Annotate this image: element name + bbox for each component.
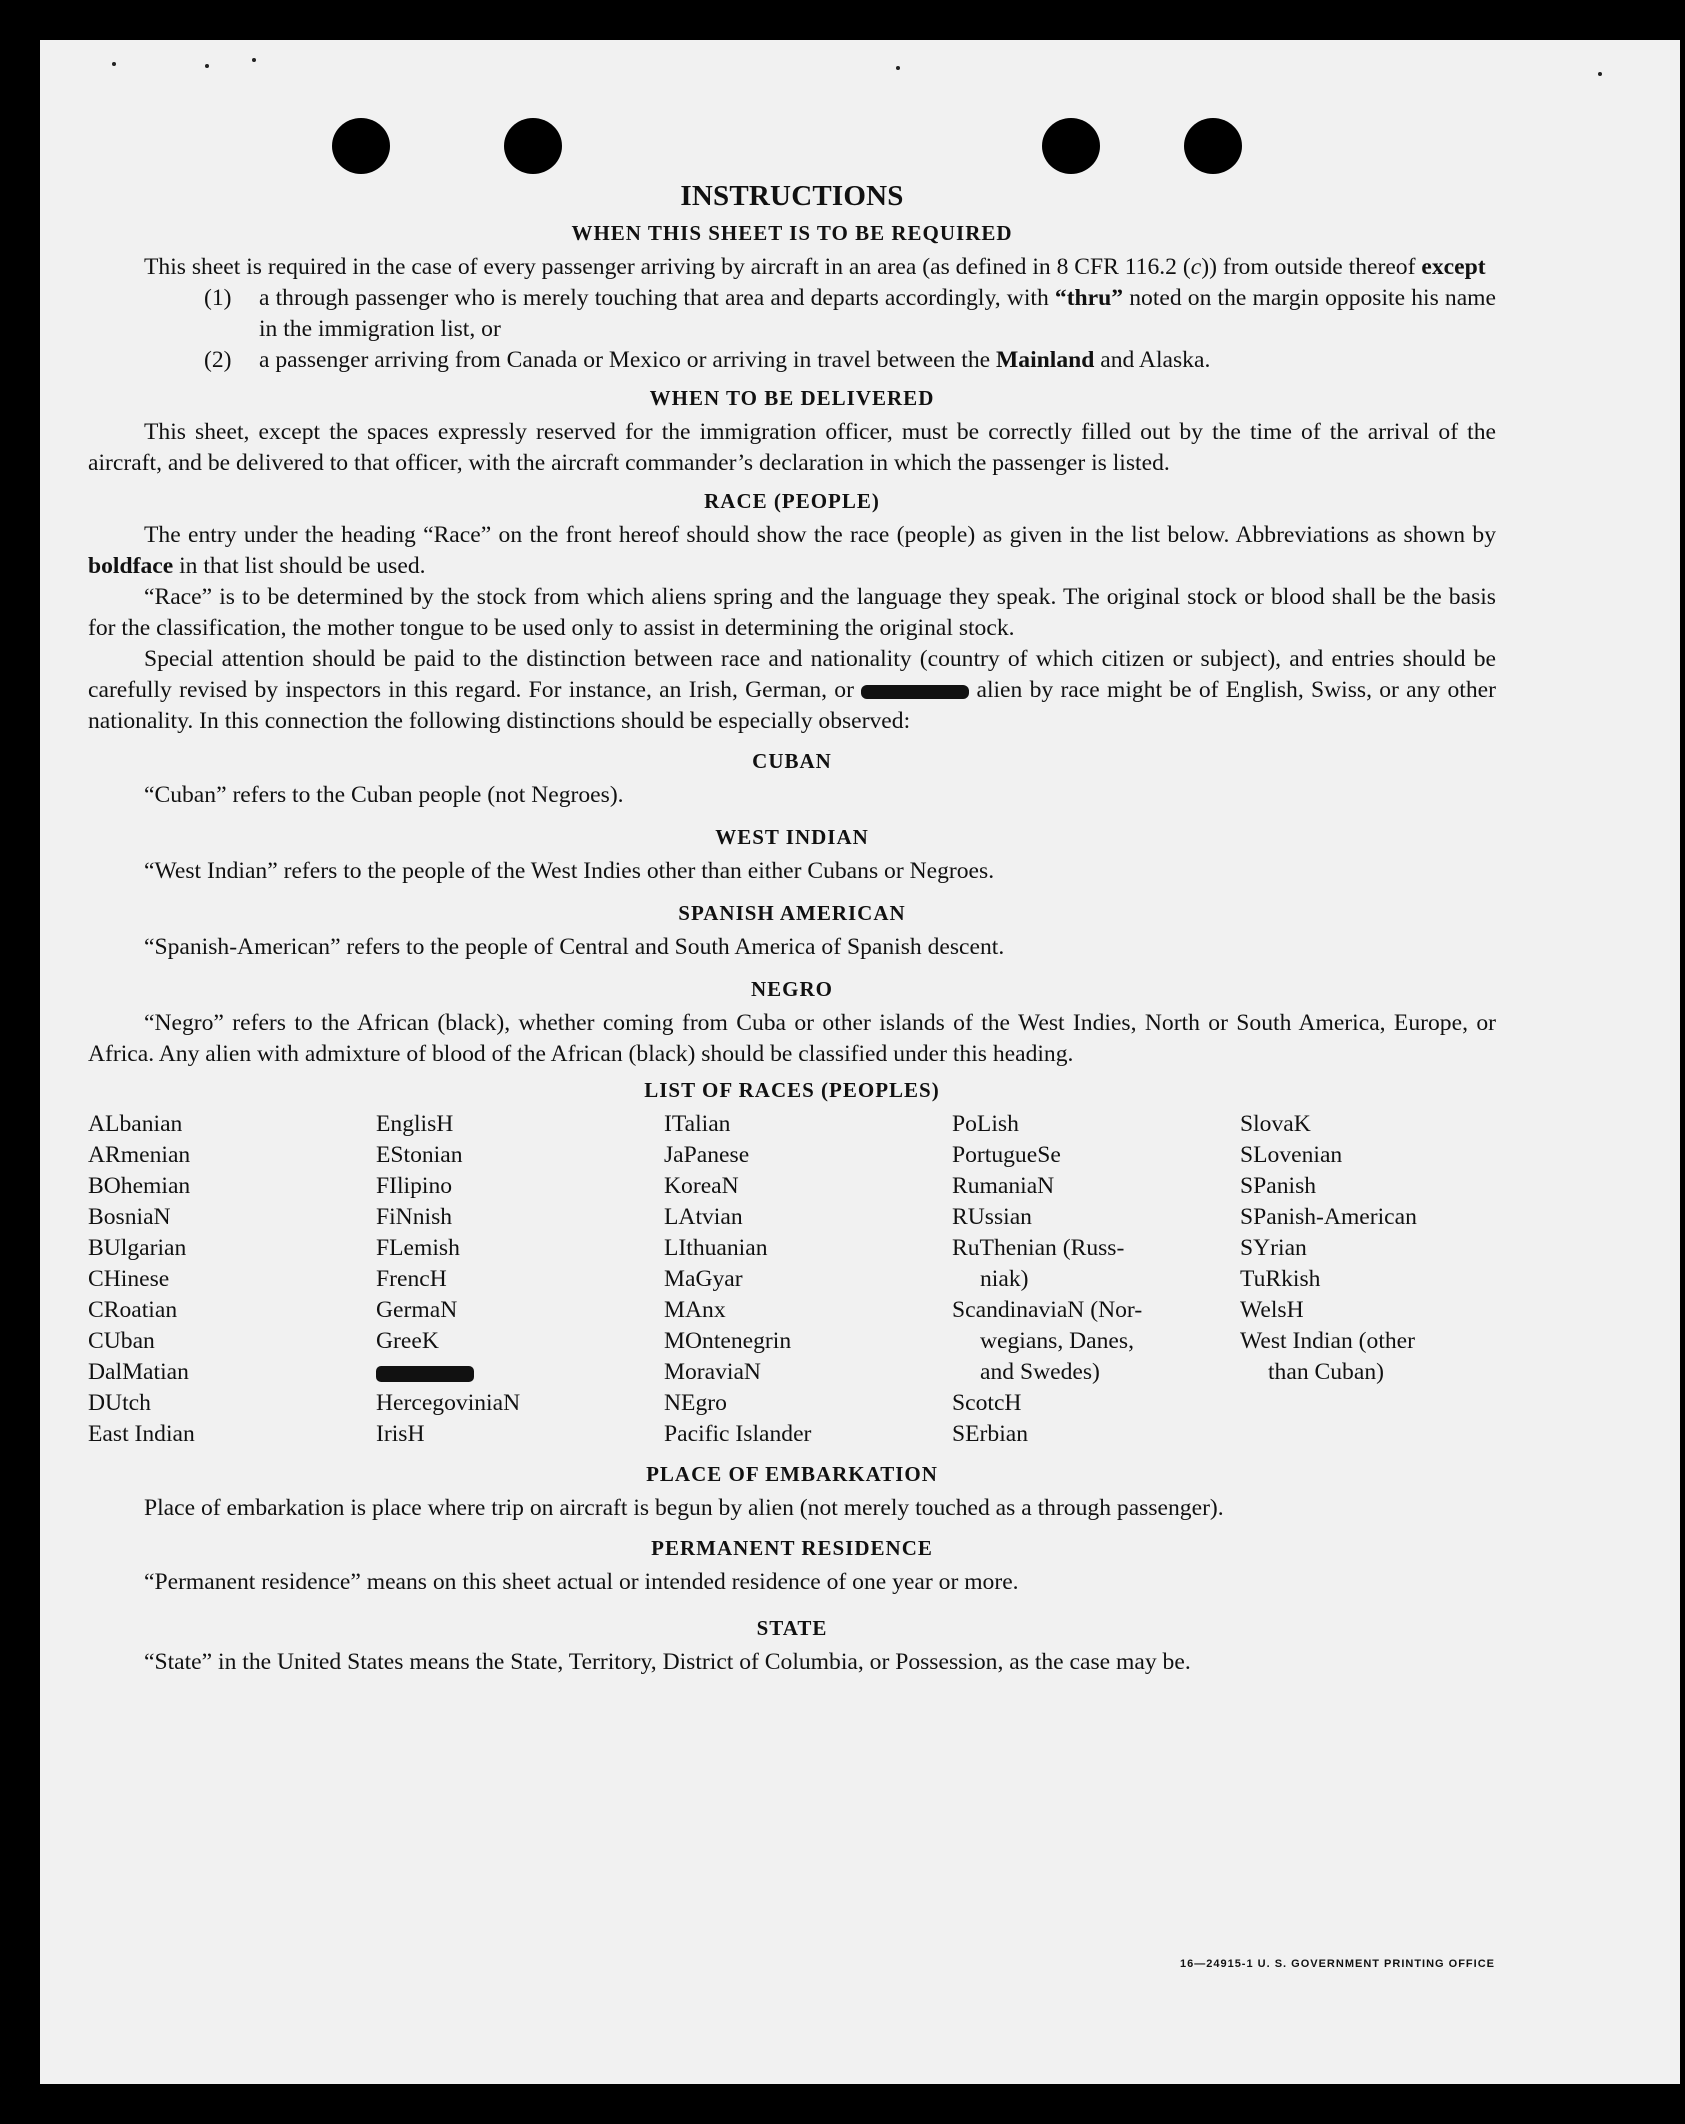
cuban-text: “Cuban” refers to the Cuban people (not Negroes). <box>144 782 624 808</box>
race-item: DUtch <box>88 1390 151 1416</box>
section-heading: PERMANENT RESIDENCE <box>651 1536 933 1560</box>
instructions-body <box>88 180 1496 1678</box>
race-item: PortugueSe <box>952 1142 1061 1168</box>
page-title: INSTRUCTIONS <box>680 180 904 212</box>
race-para-2: “Race” is to be determined by the stock from which aliens spring and the language they speak. The original stock or blood shall be the basis for the classification, the mother tongue to be used only to assist in determining the original stock. <box>88 584 1496 641</box>
section-heading: WEST INDIAN <box>715 825 869 849</box>
race-item: SPanish <box>1240 1173 1317 1199</box>
race-item: DalMatian <box>88 1359 189 1385</box>
race-column <box>664 1109 952 1450</box>
required-intro: This sheet is required in the case of every passenger arriving by aircraft in an area (as defined in 8 CFR 116.2 (c)) from outside thereof except <box>144 254 1486 280</box>
race-item: BUlgarian <box>88 1235 187 1261</box>
west-indian-text: “West Indian” refers to the people of the West Indies other than either Cubans or Negroes. <box>144 858 995 884</box>
negro-text: “Negro” refers to the African (black), whether coming from Cuba or other islands of the West Indies, North or South America, Europe, or Africa. Any alien with admixture of blood of the African (black) should be classified under this heading. <box>88 1010 1496 1067</box>
speck <box>112 62 116 66</box>
race-item: SYrian <box>1240 1235 1307 1261</box>
speck <box>252 58 256 62</box>
race-item: SErbian <box>952 1421 1029 1447</box>
race-item: ITalian <box>664 1111 731 1137</box>
race-column <box>88 1109 376 1450</box>
redaction-mark <box>861 685 969 699</box>
section-heading: WHEN THIS SHEET IS TO BE REQUIRED <box>571 221 1013 245</box>
section-heading: NEGRO <box>750 977 833 1001</box>
race-item: GreeK <box>376 1328 439 1354</box>
race-item: BosniaN <box>88 1204 171 1230</box>
race-item: MaGyar <box>664 1266 743 1292</box>
race-item: SlovaK <box>1240 1111 1311 1137</box>
embarkation-text: Place of embarkation is place where trip on aircraft is begun by alien (not merely touched as a through passenger). <box>144 1495 1224 1521</box>
race-item: PoLish <box>952 1111 1019 1137</box>
race-item: than Cuban) <box>1268 1359 1384 1385</box>
speck <box>896 66 900 70</box>
race-item: East Indian <box>88 1421 195 1447</box>
race-list <box>88 1109 1496 1450</box>
race-item: wegians, Danes, <box>980 1328 1134 1354</box>
race-item: RUssian <box>952 1204 1032 1230</box>
race-item: ARmenian <box>88 1142 191 1168</box>
speck <box>1598 72 1602 76</box>
race-item: MAnx <box>664 1297 726 1323</box>
section-heading: CUBAN <box>752 749 832 773</box>
race-item: ScandinaviaN (Nor- <box>952 1297 1143 1323</box>
punch-hole <box>1042 118 1100 174</box>
race-item: HercegoviniaN <box>376 1390 521 1416</box>
race-item: RumaniaN <box>952 1173 1055 1199</box>
race-item: CUban <box>88 1328 155 1354</box>
race-column <box>376 1109 664 1450</box>
punch-hole <box>332 118 390 174</box>
race-item: WelsH <box>1240 1297 1304 1323</box>
race-item: FLemish <box>376 1235 460 1261</box>
exception-item-2: (2) a passenger arriving from Canada or Mexico or arriving in travel between the Mainland and Alaska. <box>204 347 1211 373</box>
spanish-american-text: “Spanish-American” refers to the people of Central and South America of Spanish descent. <box>144 934 1005 960</box>
race-item: and Swedes) <box>980 1359 1100 1385</box>
race-para-3: Special attention should be paid to the distinction between race and nationality (country of which citizen or subject), and entries should be carefully revised by inspectors in this regard. For instance, an Irish, German, or alien by race might be of English, Swiss, or any other nationality. In this connection the following distinctions should be especially observed: <box>88 646 1496 734</box>
state-text: “State” in the United States means the State, Territory, District of Columbia, or Possession, as the case may be. <box>144 1649 1191 1675</box>
race-item: FIlipino <box>376 1173 453 1199</box>
printing-office-footer: 16—24915-1 U. S. GOVERNMENT PRINTING OFFICE <box>1179 1958 1495 1970</box>
race-item: niak) <box>980 1266 1029 1292</box>
race-item: SLovenian <box>1240 1142 1343 1168</box>
race-item: MoraviaN <box>664 1359 761 1385</box>
race-item: LIthuanian <box>664 1235 768 1261</box>
exception-item-1: (1) a through passenger who is merely touching that area and departs accordingly, with “thru” noted on the margin opposite his name in the immigration list, or <box>204 285 1496 342</box>
race-item: MOntenegrin <box>664 1328 792 1354</box>
race-column <box>1240 1109 1417 1450</box>
race-item: EnglisH <box>376 1111 454 1137</box>
race-item: West Indian (other <box>1240 1328 1415 1354</box>
race-item: ALbanian <box>88 1111 183 1137</box>
race-item: FrencH <box>376 1266 447 1292</box>
race-column <box>952 1109 1240 1450</box>
section-heading: SPANISH AMERICAN <box>678 901 906 925</box>
race-item: CRoatian <box>88 1297 178 1323</box>
race-item: FiNnish <box>376 1204 453 1230</box>
race-item: Pacific Islander <box>664 1421 812 1447</box>
race-item: GermaN <box>376 1297 458 1323</box>
section-heading: WHEN TO BE DELIVERED <box>649 386 935 410</box>
punch-hole <box>1184 118 1242 174</box>
punch-hole <box>504 118 562 174</box>
race-item: EStonian <box>376 1142 463 1168</box>
race-item: ScotcH <box>952 1390 1022 1416</box>
race-item: JaPanese <box>664 1142 750 1168</box>
race-item: TuRkish <box>1240 1266 1321 1292</box>
section-heading: STATE <box>756 1616 828 1640</box>
race-item: RuThenian (Russ- <box>952 1235 1125 1261</box>
race-item: BOhemian <box>88 1173 191 1199</box>
race-item: KoreaN <box>664 1173 739 1199</box>
race-item: LAtvian <box>664 1204 743 1230</box>
redacted-race-item <box>376 1357 664 1388</box>
race-item: SPanish-American <box>1240 1204 1417 1230</box>
section-heading: RACE (PEOPLE) <box>704 489 880 513</box>
race-item: IrisH <box>376 1421 425 1447</box>
race-item: CHinese <box>88 1266 170 1292</box>
speck <box>205 64 209 68</box>
race-item: NEgro <box>664 1390 727 1416</box>
race-para-1: The entry under the heading “Race” on the front hereof should show the race (people) as given in the list below. Abbreviations as shown by boldface in that list should be used. <box>88 522 1496 579</box>
residence-text: “Permanent residence” means on this sheet actual or intended residence of one year or more. <box>144 1569 1019 1595</box>
section-heading: PLACE OF EMBARKATION <box>646 1462 938 1486</box>
delivery-text: This sheet, except the spaces expressly reserved for the immigration officer, must be correctly filled out by the time of the arrival of the aircraft, and be delivered to that officer, with the aircraft commander’s declaration in which the passenger is listed. <box>88 419 1496 476</box>
section-heading: LIST OF RACES (PEOPLES) <box>644 1078 940 1102</box>
redaction-mark <box>376 1366 474 1382</box>
